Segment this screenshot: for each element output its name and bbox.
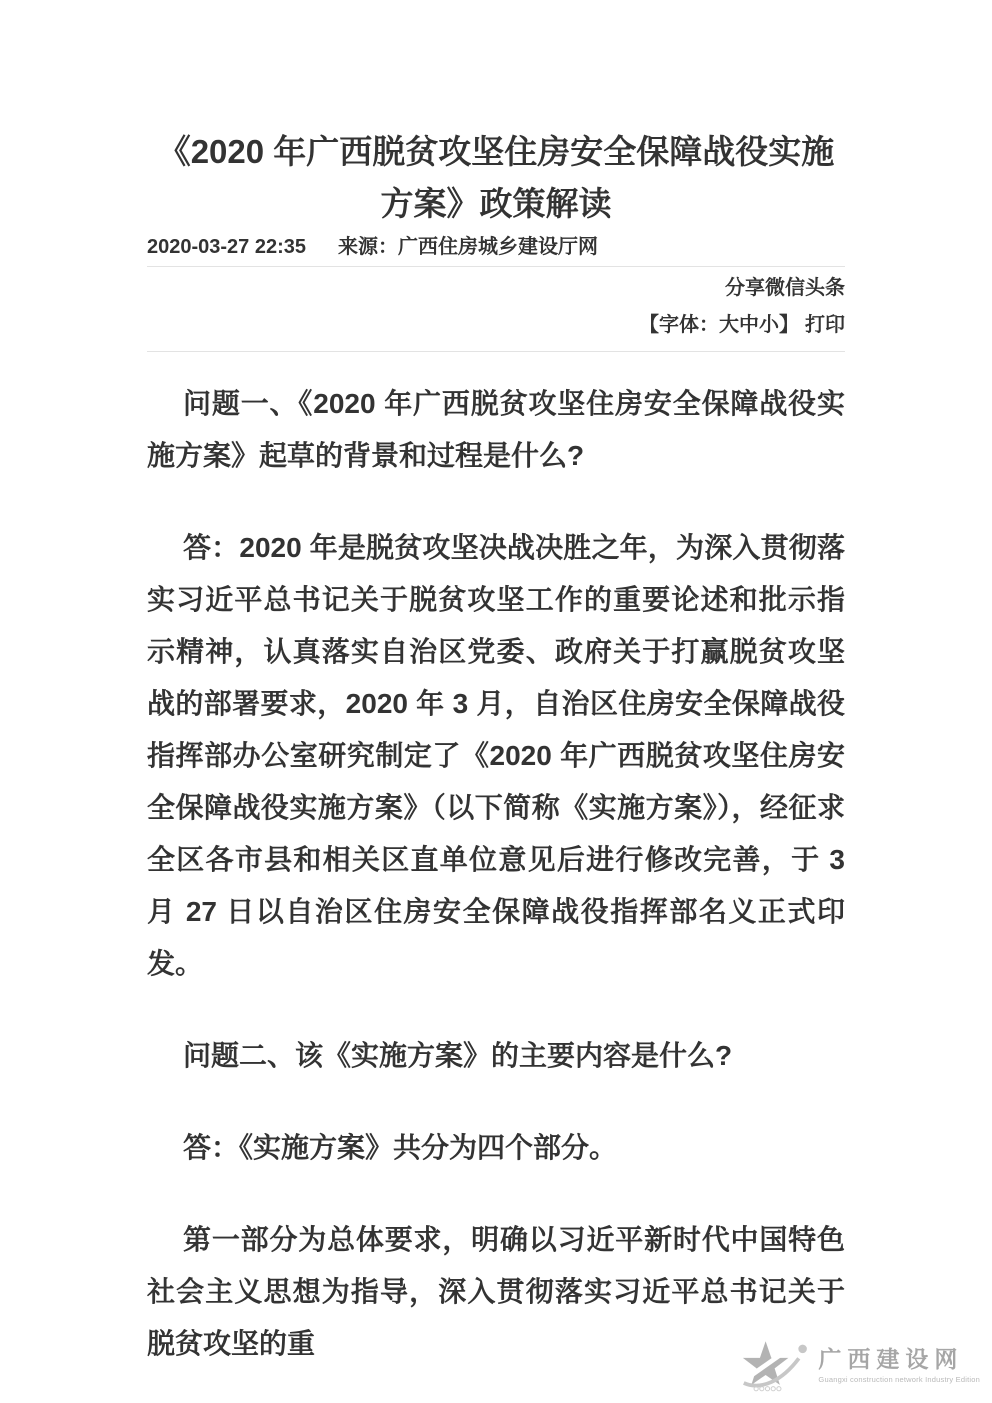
logo-site-name: 广西建设网 <box>818 1346 964 1372</box>
logo-text-block <box>818 1346 980 1384</box>
font-size-prefix: 【字体： <box>639 314 719 336</box>
article-content <box>147 0 845 1370</box>
font-size-row <box>147 307 845 352</box>
meta-row <box>147 233 845 267</box>
font-size-large-button[interactable]: 大 <box>719 314 739 336</box>
font-size-suffix: 】 <box>779 314 799 336</box>
paragraph-answer-2: 答：《实施方案》共分为四个部分。 <box>183 1132 618 1163</box>
site-watermark-logo <box>740 1335 980 1395</box>
article-body <box>147 378 845 1370</box>
source-label: 来源：广西住房城乡建设厅网 <box>338 236 599 258</box>
font-size-medium-button[interactable]: 中 <box>739 314 759 336</box>
page-title: 《2020 年广西脱贫攻坚住房安全保障战役实施方案》政策解读 <box>157 133 835 222</box>
share-toutiao-link[interactable]: 头条 <box>805 277 845 299</box>
logo-tagline: Guangxi construction network Industry Edition <box>818 1375 980 1384</box>
star-logo-icon <box>740 1335 814 1395</box>
share-label: 分享 <box>725 277 765 299</box>
paragraph-answer-1: 答：2020 年是脱贫攻坚决战决胜之年，为深入贯彻落实习近平总书记关于脱贫攻坚工作的重要论述和批示指示精神，认真落实自治区党委、政府关于打赢脱贫攻坚战的部署要求，2020 年 3 月，自治区住房安全保障战役指挥部办公室研究制定了《2020 年广西脱贫攻坚住房安全保障战役实施方案》（以下简称《实施方案》），经征求全区各市县和相关区直单位意见后进行修改完善，于 3 月 27 日以自治区住房安全保障战役指挥部名义正式印发。 <box>147 532 845 979</box>
publish-date: 2020-03-27 22:35 <box>147 236 307 258</box>
print-button[interactable]: 打印 <box>805 314 845 336</box>
paragraph-question-2: 问题二、该《实施方案》的主要内容是什么? <box>183 1040 733 1071</box>
share-row <box>147 270 845 307</box>
paragraph-part-one: 第一部分为总体要求，明确以习近平新时代中国特色社会主义思想为指导，深入贯彻落实习近平总书记关于脱贫攻坚的重 <box>147 1224 845 1359</box>
share-wechat-link[interactable]: 微信 <box>765 277 805 299</box>
paragraph-question-1: 问题一、《2020 年广西脱贫攻坚住房安全保障战役实施方案》起草的背景和过程是什么? <box>147 388 845 471</box>
font-size-small-button[interactable]: 小 <box>759 314 779 336</box>
